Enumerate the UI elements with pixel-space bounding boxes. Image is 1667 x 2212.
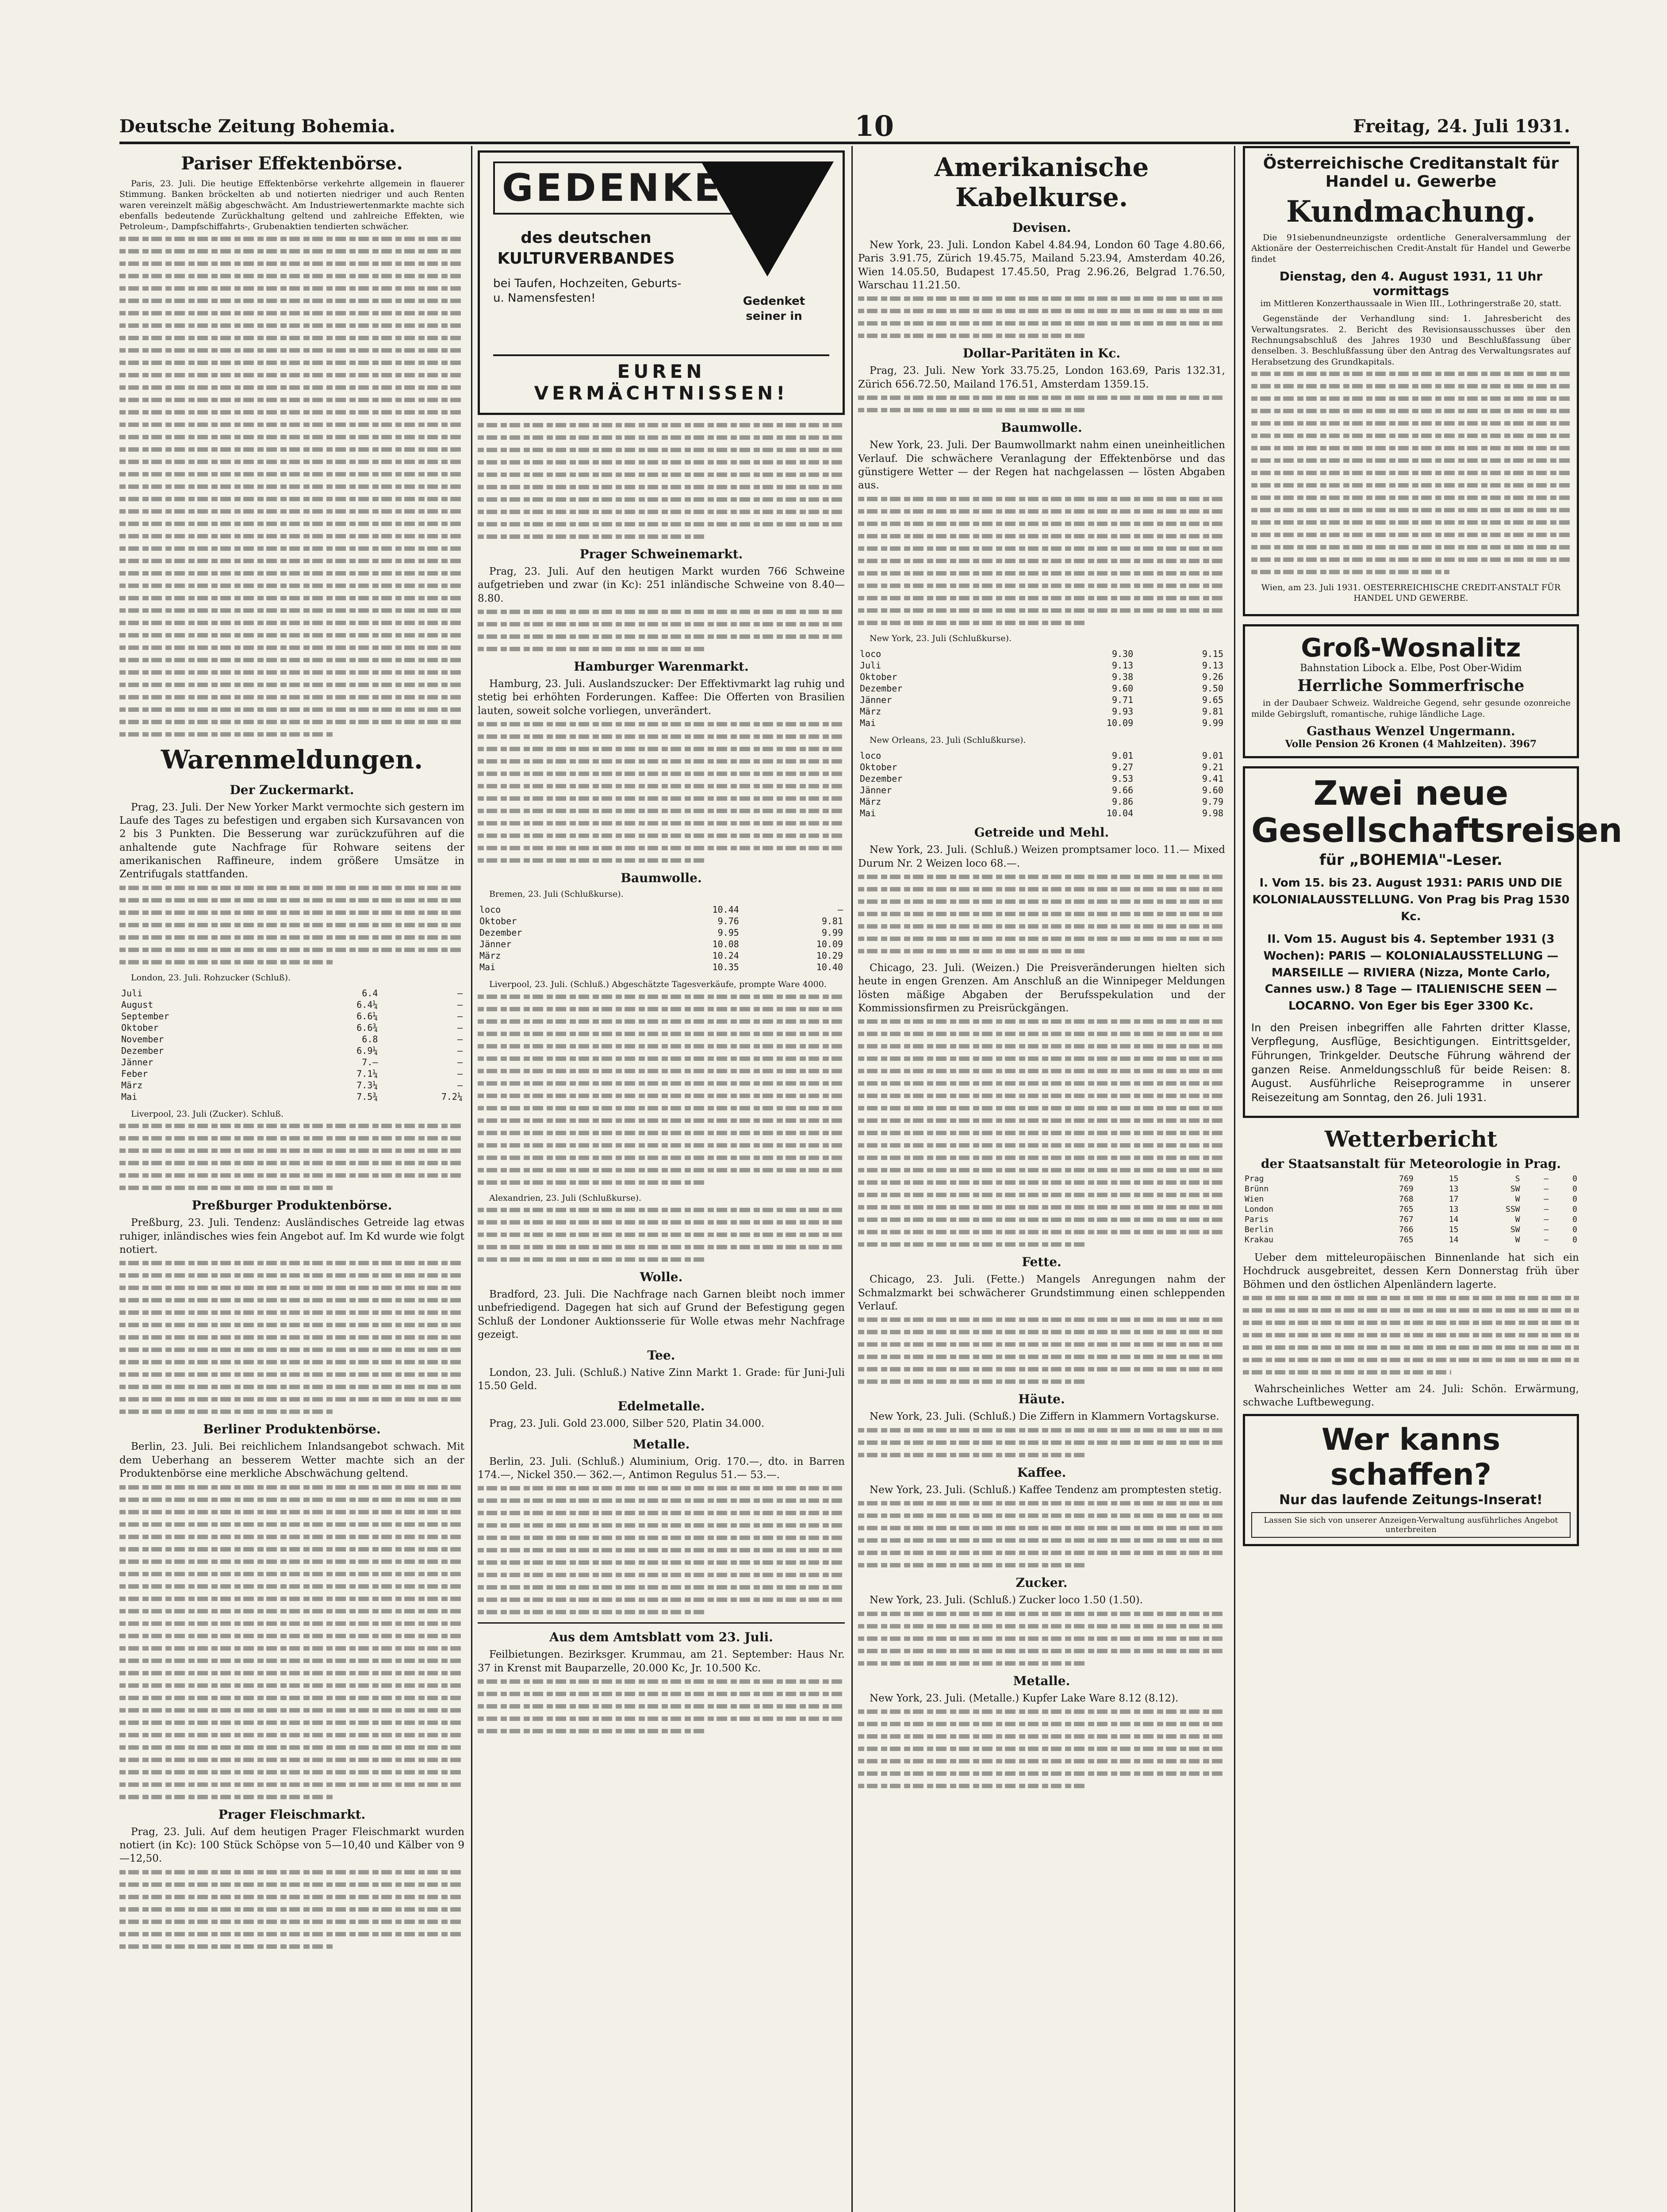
table-cell: 769 xyxy=(1399,1184,1414,1194)
table-cell: 9.50 xyxy=(1202,683,1223,694)
table-caption: Liverpool, 23. Juli. (Schluß.) Abgeschätzte Tagesverkäufe, prompte Ware 4000. xyxy=(489,979,827,990)
table-cell: 7.— xyxy=(362,1057,378,1068)
article-text: Bradford, 23. Juli. Die Nachfrage nach Garnen bleibt noch immer unbefriedigend. Dagegen hat sich auf Grund der Befestigung gegen Schluß der Londoner Auktionsserie für Wolle etwas mehr Nachfrage gezeigt. xyxy=(478,1289,845,1341)
page-header xyxy=(119,111,1570,144)
table-cell: Jänner xyxy=(121,1057,153,1068)
table-cell: Mai xyxy=(479,962,496,973)
text-block xyxy=(119,1124,464,1190)
price-table xyxy=(478,904,845,973)
article-text: Prag, 23. Juli. Gold 23.000, Silber 520, Platin 34.000. xyxy=(489,1418,765,1430)
table-cell: — xyxy=(457,1068,463,1079)
table-cell: Oktober xyxy=(479,916,517,927)
table-row xyxy=(858,773,1225,784)
table-cell: 9.27 xyxy=(1111,762,1134,773)
article-title: Berliner Produktenbörse. xyxy=(203,1422,381,1437)
table-cell: — xyxy=(1544,1174,1549,1183)
table-cell: März xyxy=(479,950,501,961)
text-block xyxy=(858,497,1225,625)
text-block xyxy=(858,1019,1225,1247)
trip-details: In den Preisen inbegriffen alle Fahrten dritter Klasse, Verpflegung, Ausflüge, Besichtigungen. Eintrittsgelder, Führungen, Trinkgelder. Deutsche Führung während der ganzen Reise. Anmeldungsschluß für beide Reisen: 8. August. Ausführliche Reiseprogramme in unserer Reisezeitung am Sonntag, den 26. Juli 1931. xyxy=(1251,1021,1571,1104)
table-cell: 9.81 xyxy=(1202,706,1223,717)
table-cell: — xyxy=(457,1034,463,1045)
article-title: Devisen. xyxy=(1012,220,1071,235)
table-cell: 6.6¼ xyxy=(356,1011,378,1022)
table-row xyxy=(858,784,1225,796)
table-cell: Prag xyxy=(1245,1174,1264,1183)
bohemia-travel-ad xyxy=(1243,766,1623,1118)
table-cell: 9.26 xyxy=(1202,671,1223,682)
table-cell: — xyxy=(1544,1214,1549,1224)
table-cell: 6.9¼ xyxy=(356,1045,378,1056)
table-cell: 9.99 xyxy=(821,927,843,938)
text-block xyxy=(858,296,1225,338)
table-cell: 9.81 xyxy=(821,916,843,927)
table-cell: 9.66 xyxy=(1111,785,1134,796)
table-cell: 9.60 xyxy=(1202,785,1223,796)
text-block xyxy=(1251,372,1571,574)
table-row xyxy=(119,1091,464,1102)
article-text: New York, 23. Juli. Der Baumwollmarkt nahm einen uneinheitlichen Verlauf. Die schwächere Veranlagung der Effektenbörse und das günstigere Wetter — der Regen hat nachgelassen — lösten Abgaben aus. xyxy=(858,439,1225,492)
table-cell: SSW xyxy=(1506,1204,1520,1214)
text-block xyxy=(478,423,845,539)
table-cell: loco xyxy=(860,750,881,761)
ad-subline: Nur das laufende Zeitungs-Inserat! xyxy=(1279,1492,1543,1508)
table-cell: Oktober xyxy=(121,1022,159,1033)
price-table xyxy=(119,987,464,1102)
article-title: Fette. xyxy=(1022,1255,1062,1270)
text-block xyxy=(119,237,464,737)
table-cell: — xyxy=(457,999,463,1010)
article-text: London, 23. Juli. (Schluß.) Native Zinn Markt 1. Grade: für Juni-Juli 15.50 Geld. xyxy=(478,1367,845,1392)
page-number: 10 xyxy=(855,109,894,143)
table-cell: Juli xyxy=(860,660,881,671)
table-cell: 9.21 xyxy=(1202,762,1223,773)
article-title: Edelmetalle. xyxy=(617,1399,705,1414)
table-cell: Dezember xyxy=(121,1045,164,1056)
table-cell: 7.3¼ xyxy=(356,1080,378,1091)
ad-inn: Gasthaus Wenzel Ungermann. xyxy=(1307,724,1515,739)
table-cell: 9.38 xyxy=(1111,671,1134,682)
article-title: Tee. xyxy=(647,1348,675,1363)
table-cell: Jänner xyxy=(860,785,892,796)
table-cell: loco xyxy=(479,904,501,915)
text-block xyxy=(478,1486,845,1614)
table-row xyxy=(119,987,464,999)
table-cell: 10.04 xyxy=(1106,808,1134,819)
table-cell: — xyxy=(837,904,843,915)
table-cell: Brünn xyxy=(1245,1184,1269,1194)
table-cell: März xyxy=(860,706,881,717)
article-text: New York, 23. Juli. (Schluß.) Die Ziffern in Klammern Vortagskurse. xyxy=(870,1411,1219,1423)
table-cell: W xyxy=(1515,1235,1520,1244)
table-caption: London, 23. Juli. Rohzucker (Schluß). xyxy=(131,972,291,983)
table-cell: 6.4 xyxy=(362,988,378,999)
table-cell: 7.1¼ xyxy=(356,1068,378,1079)
ad-banner: EUREN VERMÄCHTNISSEN! xyxy=(493,354,829,404)
table-cell: S xyxy=(1515,1174,1520,1183)
article-title: Wolle. xyxy=(640,1270,683,1285)
ad-subline: Herrliche Sommerfrische xyxy=(1297,676,1525,695)
table-cell: 9.95 xyxy=(717,927,739,938)
article-text: New York, 23. Juli. (Schluß.) Kaffee Tendenz am promptesten stetig. xyxy=(870,1484,1222,1496)
ad-headline: GEDENKET xyxy=(493,161,760,215)
article-title: Dollar-Paritäten in Kc. xyxy=(962,346,1121,361)
creditanstalt-notice xyxy=(1243,146,1579,616)
table-cell: — xyxy=(1544,1204,1549,1214)
table-cell: März xyxy=(860,796,881,807)
table-cell: loco xyxy=(860,648,881,659)
ad-side-text: Gedenket seiner in xyxy=(743,295,805,323)
table-row xyxy=(858,706,1225,717)
table-cell: 7.5¾ xyxy=(356,1091,378,1102)
column-3 xyxy=(858,146,1225,2212)
table-cell: Mai xyxy=(860,808,876,819)
article-text: Preßburg, 23. Juli. Tendenz: Ausländisches Getreide lag etwas ruhiger, inländisches wies fein Angebot auf. Im Kd wurde wie folgt notiert. xyxy=(119,1217,464,1256)
table-row xyxy=(1243,1174,1579,1184)
table-cell: — xyxy=(457,1011,463,1022)
table-cell: Dezember xyxy=(479,927,522,938)
weather-forecast: Wahrscheinliches Wetter am 24. Juli: Schön. Erwärmung, schwache Luftbewegung. xyxy=(1243,1383,1579,1409)
trip-2: II. Vom 15. August bis 4. September 1931 (3 Wochen): PARIS — KOLONIALAUSSTELLUNG — MARSEILLE — RIVIERA (Nizza, Monte Carlo, Cannes usw.) 8 Tage — ITALIENISCHE SEEN — LOCARNO. Von Eger bis Eger 3300 Kc. xyxy=(1263,933,1559,1013)
table-row xyxy=(858,671,1225,683)
table-row xyxy=(478,904,845,915)
table-cell: 7.2¼ xyxy=(441,1091,463,1102)
text-block xyxy=(478,1208,845,1262)
notice-title: Kundmachung. xyxy=(1286,194,1536,229)
table-cell: 9.30 xyxy=(1111,648,1134,659)
notice-issuer: Österreichische Creditanstalt für Handel u. Gewerbe xyxy=(1263,154,1559,191)
issue-date: Freitag, 24. Juli 1931. xyxy=(1353,115,1570,137)
table-row xyxy=(478,950,845,961)
article-title: Aus dem Amtsblatt vom 23. Juli. xyxy=(549,1630,773,1645)
table-cell: 9.93 xyxy=(1111,706,1134,717)
table-row xyxy=(858,807,1225,819)
table-row xyxy=(1243,1194,1579,1204)
table-cell: Dezember xyxy=(860,683,903,694)
ad-text: bei Taufen, Hochzeiten, Geburts- u. Namensfesten! xyxy=(493,276,682,305)
table-cell: 9.76 xyxy=(717,916,739,927)
table-cell: 0 xyxy=(1572,1204,1577,1214)
divider xyxy=(478,1622,845,1624)
article-text: Paris, 23. Juli. Die heutige Effektenbörse verkehrte allgemein in flauerer Stimmung. Banken bröckelten ab und notierten niedriger und auch Renten waren vereinzelt mäßig abgeschwächt. Am Industriewertenmarkte machte sich ebenfalls bedeutende Zurückhaltung geltend und zahlreiche Effekten, wie Petroleum-, Dampfschiffahrts-, Grubenaktien tendierten schwächer. xyxy=(119,179,464,232)
article-title: Preßburger Produktenbörse. xyxy=(192,1198,392,1213)
text-block xyxy=(119,1870,464,1949)
article-text: Chicago, 23. Juli. (Weizen.) Die Preisveränderungen hielten sich heute in engen Grenzen. Am Anschluß an die Winnipeger Meldungen lösten mäßige Abgaben der Berufsspekulation und der Kommissionsfirmen zu Preisrückgängen. xyxy=(858,962,1225,1014)
table-cell: März xyxy=(121,1080,143,1091)
column-1 xyxy=(119,146,464,2212)
article-title: Häute. xyxy=(1018,1392,1065,1407)
table-row xyxy=(1243,1214,1579,1225)
table-cell: 9.71 xyxy=(1111,694,1134,705)
table-cell: September xyxy=(121,1011,169,1022)
table-cell: Mai xyxy=(860,717,876,728)
table-cell: 9.79 xyxy=(1202,796,1223,807)
table-caption: Alexandrien, 23. Juli (Schlußkurse). xyxy=(489,1193,642,1203)
weather-table xyxy=(1243,1174,1579,1245)
table-row xyxy=(478,915,845,927)
table-row xyxy=(858,683,1225,694)
article-title: Der Zuckermarkt. xyxy=(230,782,354,797)
table-cell: Wien xyxy=(1245,1194,1264,1204)
table-cell: W xyxy=(1515,1194,1520,1204)
table-cell: — xyxy=(1544,1184,1549,1194)
table-row xyxy=(1243,1204,1579,1214)
trip-1: I. Vom 15. bis 23. August 1931: PARIS UND DIE KOLONIALAUSSTELLUNG. Von Prag bis Prag 1530 Kc. xyxy=(1252,876,1570,923)
table-cell: 9.01 xyxy=(1111,750,1134,761)
advertising-ad xyxy=(1243,1414,1579,1546)
text-block xyxy=(478,722,845,863)
table-row xyxy=(119,999,464,1010)
article-text: Berlin, 23. Juli. Bei reichlichem Inlandsangebot schwach. Mit dem Ueberhang an besserem Wetter machte sich an der Produktenbörse eine merkliche Abschwächung geltend. xyxy=(119,1441,464,1480)
table-cell: Oktober xyxy=(860,762,897,773)
table-row xyxy=(478,961,845,973)
article-text: Prag, 23. Juli. Auf den heutigen Markt wurden 766 Schweine aufgetrieben und zwar (in Kc): 251 inländische Schweine von 8.40—8.80. xyxy=(478,566,845,604)
table-row xyxy=(858,694,1225,706)
price-table xyxy=(858,648,1225,729)
table-cell: 0 xyxy=(1572,1184,1577,1194)
section-subtitle: der Staatsanstalt für Meteorologie in Prag. xyxy=(1261,1156,1561,1171)
table-cell: 9.13 xyxy=(1202,660,1223,671)
table-cell: 765 xyxy=(1399,1235,1414,1244)
table-cell: Dezember xyxy=(860,773,903,784)
article-title: Getreide und Mehl. xyxy=(974,825,1109,840)
text-block xyxy=(858,1501,1225,1567)
table-row xyxy=(1243,1184,1579,1194)
table-cell: 0 xyxy=(1572,1225,1577,1234)
table-cell: Jänner xyxy=(860,694,892,705)
table-cell: Paris xyxy=(1245,1214,1269,1224)
text-block xyxy=(858,875,1225,953)
text-block xyxy=(478,1679,845,1733)
text-block xyxy=(858,396,1225,412)
text-block xyxy=(119,1485,464,1799)
article-title: Prager Fleischmarkt. xyxy=(218,1807,366,1822)
table-cell: 9.01 xyxy=(1202,750,1223,761)
table-row xyxy=(119,1045,464,1056)
text-block xyxy=(119,886,464,964)
table-cell: — xyxy=(1544,1225,1549,1234)
text-block xyxy=(858,1709,1225,1788)
table-caption: New Orleans, 23. Juli (Schlußkurse). xyxy=(870,735,1026,745)
table-row xyxy=(858,750,1225,761)
ad-text: Bahnstation Libock a. Elbe, Post Ober-Widim xyxy=(1300,663,1522,674)
table-cell: 0 xyxy=(1572,1194,1577,1204)
table-cell: 9.13 xyxy=(1111,660,1134,671)
table-cell: Feber xyxy=(121,1068,148,1079)
column-4 xyxy=(1243,146,1623,2212)
text-block xyxy=(1243,1296,1579,1375)
table-cell: 10.09 xyxy=(1106,717,1134,728)
table-cell: 9.86 xyxy=(1111,796,1134,807)
table-cell: 9.60 xyxy=(1111,683,1134,694)
table-row xyxy=(119,1033,464,1045)
text-block xyxy=(858,1428,1225,1457)
article-title: Metalle. xyxy=(1013,1673,1070,1688)
ad-text: in der Daubaer Schweiz. Waldreiche Gegend, sehr gesunde ozonreiche milde Gebirgsluft, romantische, ruhige ländliche Lage. xyxy=(1251,698,1571,719)
table-cell: 13 xyxy=(1449,1184,1459,1194)
table-cell: — xyxy=(457,988,463,999)
table-cell: August xyxy=(121,999,153,1010)
table-cell: 10.09 xyxy=(816,939,843,950)
table-cell: Berlin xyxy=(1245,1225,1274,1234)
article-text: New York, 23. Juli. (Schluß.) Weizen promptsamer loco. 11.— Mixed Durum Nr. 2 Weizen loco 68.—. xyxy=(858,844,1225,869)
table-cell: 767 xyxy=(1399,1214,1414,1224)
table-cell: 15 xyxy=(1449,1174,1459,1183)
newspaper-name: Deutsche Zeitung Bohemia. xyxy=(119,115,395,137)
section-title: Warenmeldungen. xyxy=(161,744,423,775)
text-block xyxy=(478,610,845,651)
table-row xyxy=(858,648,1225,660)
article-text: Berlin, 23. Juli. (Schluß.) Aluminium, Orig. 170.—, dto. in Barren 174.—, Nickel 350.— 362.—, Antimon Regulus 51.— 53.—. xyxy=(478,1455,845,1481)
table-cell: 9.41 xyxy=(1202,773,1223,784)
table-cell: — xyxy=(457,1080,463,1091)
table-cell: 0 xyxy=(1572,1174,1577,1183)
text-block xyxy=(858,1317,1225,1384)
table-cell: 6.6¾ xyxy=(356,1022,378,1033)
table-cell: 13 xyxy=(1449,1204,1459,1214)
article-title: Baumwolle. xyxy=(621,871,702,886)
table-cell: 9.98 xyxy=(1202,808,1223,819)
table-cell: London xyxy=(1245,1204,1274,1214)
table-cell: 768 xyxy=(1399,1194,1414,1204)
column-rule xyxy=(851,146,853,2212)
table-cell: 9.65 xyxy=(1202,694,1223,705)
table-cell: SW xyxy=(1510,1225,1520,1234)
notice-place: im Mittleren Konzerthaussaale in Wien III., Lothringerstraße 20, statt. xyxy=(1260,298,1562,308)
article-text: New York, 23. Juli. (Schluß.) Zucker loco 1.50 (1.50). xyxy=(870,1594,1143,1606)
table-row xyxy=(1243,1235,1579,1245)
table-cell: November xyxy=(121,1034,164,1045)
table-cell: — xyxy=(457,1022,463,1033)
section-title: Wetterbericht xyxy=(1324,1125,1498,1152)
text-block xyxy=(119,1261,464,1414)
article-title: Zucker. xyxy=(1016,1575,1068,1590)
table-cell: W xyxy=(1515,1214,1520,1224)
table-cell: Krakau xyxy=(1245,1235,1274,1244)
table-cell: Jänner xyxy=(479,939,512,950)
table-cell: 10.35 xyxy=(712,962,739,973)
table-cell: 10.24 xyxy=(712,950,739,961)
table-cell: 769 xyxy=(1399,1174,1414,1183)
article-text: Feilbietungen. Bezirksger. Krummau, am 21. September: Haus Nr. 37 in Krenst mit Bauparzelle, 20.000 Kc, Jr. 10.500 Kc. xyxy=(478,1649,845,1674)
article-text: Chicago, 23. Juli. (Fette.) Mangels Anregungen nahm der Schmalzmarkt bei schwächerer Grundstimmung einen schleppenden Verlauf. xyxy=(858,1274,1225,1313)
table-caption: New York, 23. Juli (Schlußkurse). xyxy=(870,633,1012,643)
table-row xyxy=(1243,1225,1579,1235)
section-title: Pariser Effektenbörse. xyxy=(181,153,403,174)
article-title: Kaffee. xyxy=(1017,1465,1066,1480)
table-cell: — xyxy=(457,1057,463,1068)
table-cell: — xyxy=(1544,1194,1549,1204)
ad-headline: Groß-Wosnalitz xyxy=(1301,633,1521,663)
table-cell: 9.99 xyxy=(1202,717,1223,728)
table-cell: 10.44 xyxy=(712,904,739,915)
article-title: Hamburger Warenmarkt. xyxy=(574,659,749,674)
notice-text: Die 91siebenundneunzigste ordentliche Generalversammlung der Aktionäre der Oesterreichischen Credit-Anstalt für Handel und Gewerbe findet xyxy=(1251,233,1571,264)
article-text: New York, 23. Juli. (Metalle.) Kupfer Lake Ware 8.12 (8.12). xyxy=(870,1692,1179,1704)
ad-subline: des deutschen KULTURVERBANDES xyxy=(497,229,675,268)
table-cell: 9.15 xyxy=(1202,648,1223,659)
table-cell: 6.8 xyxy=(362,1034,378,1045)
ad-headline: Wer kanns schaffen? xyxy=(1321,1422,1501,1492)
column-rule xyxy=(1234,146,1235,2212)
table-cell: 15 xyxy=(1449,1225,1459,1234)
article-title: Metalle. xyxy=(632,1436,690,1452)
table-row xyxy=(478,927,845,938)
table-cell: 0 xyxy=(1572,1214,1577,1224)
table-cell: — xyxy=(1544,1235,1549,1244)
table-row xyxy=(858,660,1225,671)
table-cell: 0 xyxy=(1572,1235,1577,1244)
table-cell: 14 xyxy=(1449,1214,1459,1224)
table-cell: — xyxy=(457,1045,463,1056)
text-block xyxy=(858,1612,1225,1666)
table-cell: 14 xyxy=(1449,1235,1459,1244)
section-title: Amerikanische Kabelkurse. xyxy=(934,152,1149,212)
ad-text: Lassen Sie sich von unserer Anzeigen-Verwaltung ausführliches Angebot unterbreiten xyxy=(1251,1512,1571,1538)
notice-date: Dienstag, den 4. August 1931, 11 Uhr vormittags xyxy=(1279,269,1543,298)
table-row xyxy=(119,1022,464,1033)
table-cell: 10.40 xyxy=(816,962,843,973)
table-cell: Mai xyxy=(121,1091,138,1102)
table-row xyxy=(119,1079,464,1091)
text-block xyxy=(478,995,845,1185)
column-rule xyxy=(471,146,472,2212)
gross-wosnalitz-ad xyxy=(1243,624,1579,758)
article-text: Ueber dem mitteleuropäischen Binnenlande hat sich ein Hochdruck ausgebreitet, dessen Kern Donnerstag früh über Böhmen und den östlichen Alpenländern lagerte. xyxy=(1243,1252,1579,1290)
kulturverband-ad xyxy=(478,150,845,415)
article-text: Hamburg, 23. Juli. Auslandszucker: Der Effektivmarkt lag ruhig und stetig bei erhöhten Forderungen. Kaffee: Die Offerten von Brasilien lauten, soweit solche vorliegen, unverändert. xyxy=(478,678,845,717)
table-cell: 6.4¼ xyxy=(356,999,378,1010)
article-text: Prag, 23. Juli. Der New Yorker Markt vermochte sich gestern im Laufe des Tages zu befestigen und ergaben sich Kursavancen von 2 bis 3 Punkten. Die Besserung war zurückzuführen auf die anhaltende gute Nachfrage für Rohware seitens der amerikanischen Raffineure, indem größere Umsätze in Zentrifugals stattfanden. xyxy=(119,801,464,880)
ad-price: Volle Pension 26 Kronen (4 Mahlzeiten). 3967 xyxy=(1285,738,1537,750)
table-caption: Liverpool, 23. Juli (Zucker). Schluß. xyxy=(131,1109,284,1119)
table-row xyxy=(119,1010,464,1022)
table-row xyxy=(478,938,845,950)
article-title: Baumwolle. xyxy=(1001,420,1082,435)
table-cell: Juli xyxy=(121,988,143,999)
article-text: Prag, 23. Juli. New York 33.75.25, London 163.69, Paris 132.31, Zürich 656.72.50, Mailand 176.51, Amsterdam 1359.15. xyxy=(858,365,1225,390)
table-cell: Oktober xyxy=(860,671,897,682)
table-row xyxy=(858,717,1225,729)
table-row xyxy=(119,1068,464,1079)
table-cell: 10.29 xyxy=(816,950,843,961)
ad-subline: für „BOHEMIA"-Leser. xyxy=(1319,851,1502,869)
table-row xyxy=(858,796,1225,807)
table-row xyxy=(858,761,1225,773)
table-cell: 9.53 xyxy=(1111,773,1134,784)
table-row xyxy=(119,1056,464,1068)
article-text: New York, 23. Juli. London Kabel 4.84.94, London 60 Tage 4.80.66, Paris 3.91.75, Zürich 19.45.75, Mailand 5.23.94, Amsterdam 40.26, Wien 14.05.50, Budapest 17.45.50, Prag 2.96.26, Belgrad 1.76.50, Warschau 11.21.50. xyxy=(858,239,1225,292)
table-cell: 766 xyxy=(1399,1225,1414,1234)
column-2 xyxy=(478,146,845,2212)
table-cell: 765 xyxy=(1399,1204,1414,1214)
article-text: Prag, 23. Juli. Auf dem heutigen Prager Fleischmarkt wurden notiert (in Kc): 100 Stück Schöpse von 5—10,40 und Kälber von 9—12,50. xyxy=(119,1826,464,1865)
article-title: Prager Schweinemarkt. xyxy=(579,547,743,561)
notice-signature: Wien, am 23. Juli 1931. OESTERREICHISCHE CREDIT-ANSTALT FÜR HANDEL UND GEWERBE. xyxy=(1261,582,1561,603)
table-cell: 17 xyxy=(1449,1194,1459,1204)
triangle-icon xyxy=(701,161,834,276)
table-cell: 10.08 xyxy=(712,939,739,950)
notice-body: Gegenstände der Verhandlung sind: 1. Jahresbericht des Verwaltungsrates. 2. Bericht des Revisionsausschusses über den Rechnungsabschluß des Jahres 1930 und Beschlußfassung über denselben. 3. Beschlußfassung über den Antrag des Verwaltungsrates auf Herabsetzung des Grundkapitals. xyxy=(1251,314,1571,367)
table-cell: SW xyxy=(1510,1184,1520,1194)
table-caption: Bremen, 23. Juli (Schlußkurse). xyxy=(489,889,624,899)
ad-headline: Zwei neue Gesellschaftsreisen xyxy=(1251,773,1623,850)
price-table xyxy=(858,750,1225,819)
